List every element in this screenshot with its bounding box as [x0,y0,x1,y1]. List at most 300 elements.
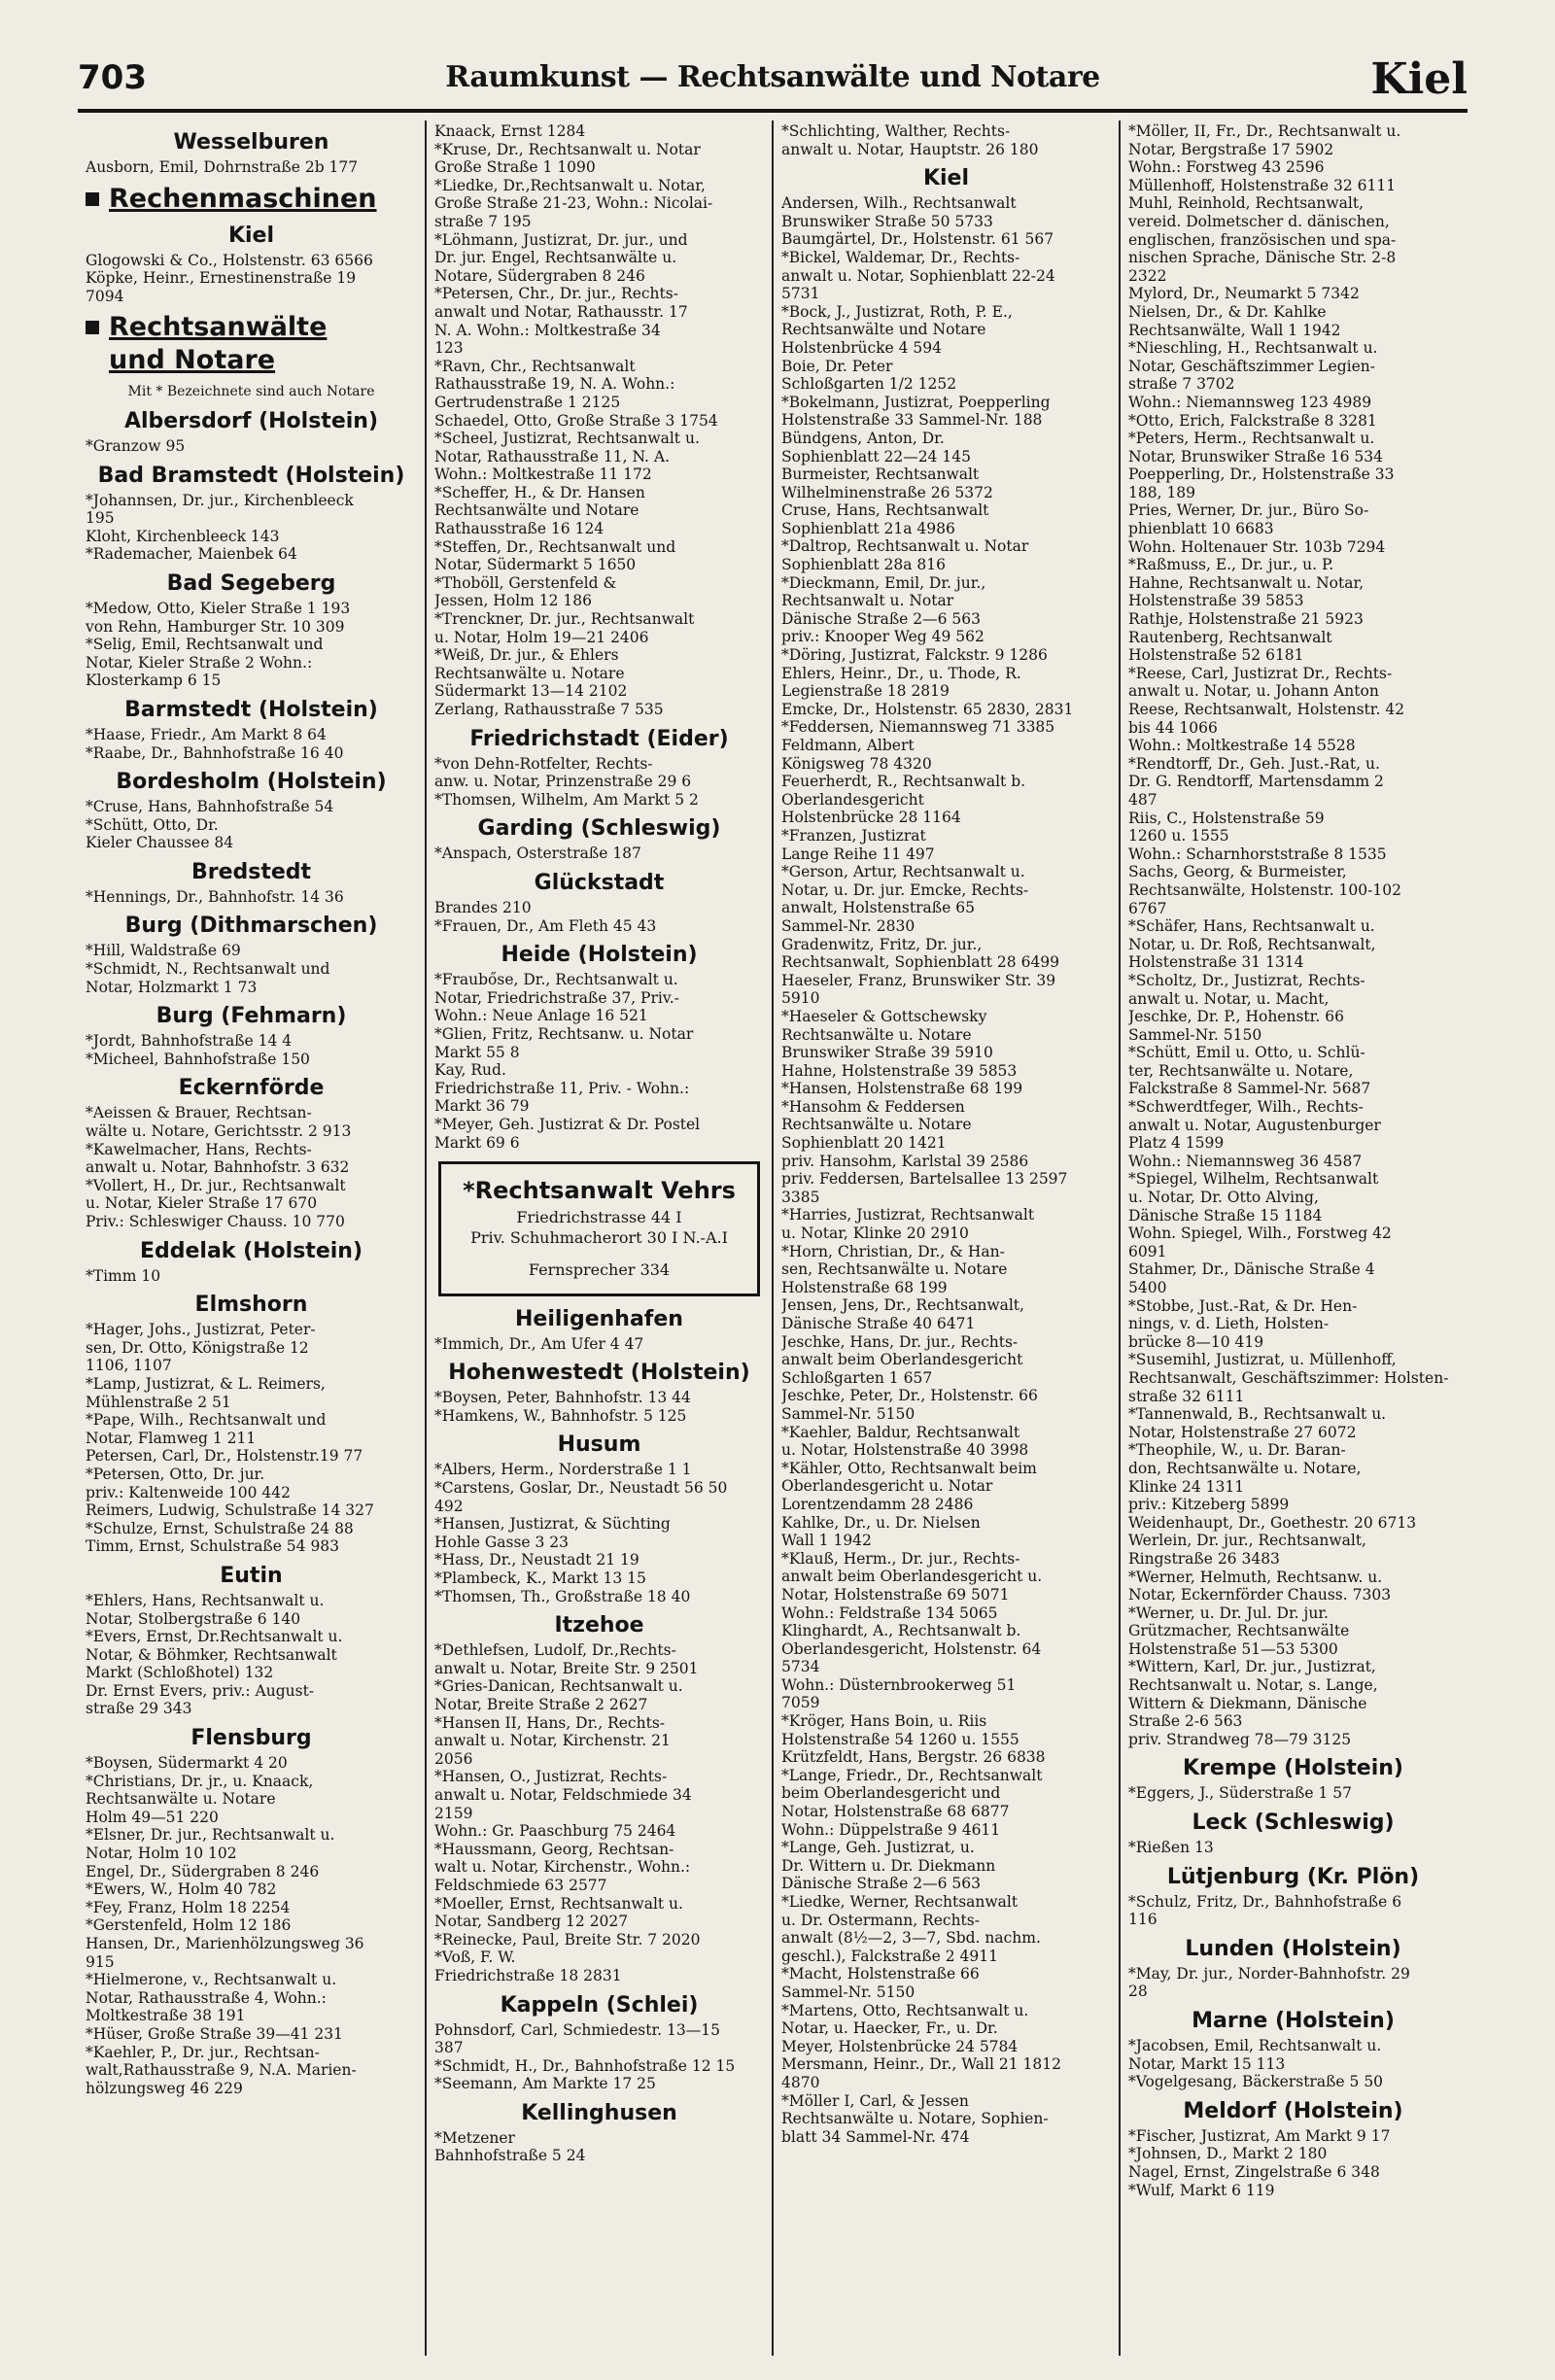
directory-entry-line: 492 [434,1497,464,1515]
directory-entry-line: Rechtsanwälte, Holstenstr. 100-102 [1128,880,1401,899]
directory-entry-line: 487 [1128,790,1158,809]
directory-entry-line: Rechtsanwälte und Notare [434,501,639,520]
directory-entry-line: Dänische Straße 15 1184 [1128,1206,1323,1224]
directory-entry-line: Notar, Kieler Straße 2 Wohn.: [86,653,313,672]
directory-entry-line: *Vogelgesang, Bäckerstraße 5 50 [1128,2073,1384,2091]
directory-entry-line: Meyer, Holstenbrücke 24 5784 [781,2037,1019,2055]
directory-entry-line: anwalt (8½—2, 3—7, Sbd. nachm. [781,1929,1041,1948]
directory-entry-line: *Theophile, W., u. Dr. Baran- [1128,1441,1346,1460]
directory-entry-line: *Petersen, Otto, Dr. jur. [86,1465,265,1483]
directory-entry-line: Klosterkamp 6 15 [86,672,222,690]
directory-entry-line: *Aeissen & Brauer, Rechtsan- [86,1104,312,1122]
directory-entry-line: Wohn.: Moltkestraße 14 5528 [1128,737,1356,755]
directory-entry-line: 5910 [781,989,820,1008]
directory-entry-line: *Glien, Fritz, Rechtsanw. u. Notar [434,1024,694,1043]
column-3 [772,121,1119,2356]
header-rule [78,109,1468,113]
directory-entry-line: 195 [86,509,115,528]
directory-entry-line: u. Dr. Ostermann, Rechts- [781,1911,980,1929]
directory-entry-line: *Hüser, Große Straße 39—41 231 [86,2024,343,2043]
directory-entry-line: *Kawelmacher, Hans, Rechts- [86,1140,312,1158]
city-heading: Eutin [220,1563,283,1588]
city-heading: Heide (Holstein) [501,943,698,968]
city-heading: Burg (Dithmarschen) [124,914,378,939]
directory-entry-line: Petersen, Carl, Dr., Holstenstr.19 77 [86,1447,363,1466]
directory-entry-line: Wohn.: Düsternbrookerweg 51 [781,1675,1017,1694]
directory-entry-line: *Fischer, Justizrat, Am Markt 9 17 [1128,2126,1391,2145]
directory-entry-line: Sammel-Nr. 2830 [781,916,916,935]
directory-entry-line: priv.: Kitzeberg 5899 [1128,1496,1290,1514]
directory-entry-line: *Voß, F. W. [434,1949,516,1967]
directory-entry-line: *Schmidt, H., Dr., Bahnhofstraße 12 15 [434,2056,736,2075]
directory-entry-line: *Ehlers, Hans, Rechtsanwalt u. [86,1591,325,1609]
directory-entry-line: 5731 [781,285,820,303]
directory-entry-line: Notar, Stolbergstraße 6 140 [86,1609,301,1628]
directory-entry-line: Holstenstraße 54 1260 u. 1555 [781,1730,1019,1748]
directory-entry-line: Ringstraße 26 3483 [1128,1549,1280,1568]
directory-entry-line: Rechtsanwalt u. Notar [781,592,954,610]
directory-entry-line: ter, Rechtsanwälte u. Notare, [1128,1061,1354,1080]
directory-entry-line: 2056 [434,1749,473,1768]
directory-entry-line: *Seemann, Am Markte 17 25 [434,2075,656,2093]
directory-entry-line: Holstenstraße 39 5853 [1128,592,1304,610]
directory-entry-line: Notar, Rathausstraße 11, N. A. [434,447,670,466]
directory-entry-line: *Liedke, Werner, Rechtsanwalt [781,1893,1019,1911]
directory-entry-line: *Kähler, Otto, Rechtsanwalt beim [781,1459,1037,1477]
directory-entry-line: u. Notar, Kieler Straße 17 670 [86,1194,318,1213]
directory-entry-line: Notar, u. Dr. Roß, Rechtsanwalt, [1128,935,1376,953]
directory-entry-line: *Immich, Dr., Am Ufer 4 47 [434,1334,644,1353]
city-heading: Bredstedt [190,859,312,884]
city-heading: Leck (Schleswig) [1192,1811,1395,1836]
directory-entry-line: Notar, Holstenstraße 68 6877 [781,1803,1010,1821]
directory-entry-line: Wohn. Spiegel, Wilh., Forstweg 42 [1128,1224,1392,1243]
directory-entry-line: Sophienblatt 28a 816 [781,556,946,574]
directory-entry-line: Müllenhoff, Holstenstraße 32 6111 [1128,176,1397,194]
directory-entry-line: Hohle Gasse 3 23 [434,1533,570,1551]
directory-entry-line: walt u. Notar, Kirchenstr., Wohn.: [434,1858,691,1877]
directory-entry-line: Jensen, Jens, Dr., Rechtsanwalt, [781,1296,1024,1315]
section-title-line-2: und Notare [109,345,276,376]
directory-entry-line: wälte u. Notare, Gerichtsstr. 2 913 [86,1122,352,1141]
directory-entry-line: N. A. Wohn.: Moltkestraße 34 [434,321,661,339]
directory-entry-line: Lorentzendamm 28 2486 [781,1495,974,1513]
directory-entry-line: *Boysen, Südermarkt 4 20 [86,1754,288,1773]
directory-entry-line: u. Notar, Klinke 20 2910 [781,1224,969,1243]
directory-entry-line: Wall 1 1942 [781,1532,872,1550]
directory-entry-line: Boie, Dr. Peter [781,357,893,375]
directory-entry-line: *Schwerdtfeger, Wilh., Rechts- [1128,1098,1364,1117]
directory-entry-line: Muhl, Reinhold, Rechtsanwalt, [1128,194,1365,213]
advert-title: *Rechtsanwalt Vehrs [463,1177,736,1205]
directory-entry-line: Schloßgarten 1 657 [781,1368,933,1387]
directory-entry-line: straße 32 6111 [1128,1387,1245,1405]
directory-entry-line: Emcke, Dr., Holstenstr. 65 2830, 2831 [781,700,1074,718]
directory-entry-line: Notar, Geschäftszimmer Legien- [1128,357,1376,375]
directory-entry-line: Brunswiker Straße 50 5733 [781,212,993,230]
directory-entry-line: *Kröger, Hans Boin, u. Riis [781,1712,987,1731]
directory-entry-line: hölzungsweg 46 229 [86,2079,243,2097]
directory-entry-line: *Löhmann, Justizrat, Dr. jur., und [434,230,688,249]
directory-entry-line: priv.: Kaltenweide 100 442 [86,1483,291,1501]
directory-entry-line: Haeseler, Franz, Brunswiker Str. 39 [781,971,1056,989]
directory-entry-line: *Reinecke, Paul, Breite Str. 7 2020 [434,1930,701,1949]
directory-entry-line: *Werner, Helmuth, Rechtsanw. u. [1128,1568,1383,1586]
directory-entry-line: Sammel-Nr. 5150 [1128,1025,1262,1044]
directory-entry-line: *Schmidt, N., Rechtsanwalt und [86,960,330,979]
directory-entry-line: Holstenstraße 51—53 5300 [1128,1639,1338,1658]
directory-entry-line: vereid. Dolmetscher d. dänischen, [1128,212,1390,230]
directory-entry-line: priv. Hansohm, Karlstal 39 2586 [781,1152,1029,1170]
directory-entry-line: *Schulz, Fritz, Dr., Bahnhofstraße 6 [1128,1892,1402,1911]
directory-entry-line: *Wulf, Markt 6 119 [1128,2181,1275,2199]
directory-entry-line: Wittern & Diekmann, Dänische [1128,1694,1367,1712]
directory-entry-line: Pohnsdorf, Carl, Schmiedestr. 13—15 [434,2020,720,2039]
directory-entry-line: Große Straße 21-23, Wohn.: Nicolai- [434,194,713,213]
directory-entry-line: *Elsner, Dr. jur., Rechtsanwalt u. [86,1826,335,1845]
directory-entry-line: *Dethlefsen, Ludolf, Dr.,Rechts- [434,1641,676,1660]
directory-entry-line: *Moeller, Ernst, Rechtsanwalt u. [434,1894,683,1913]
directory-entry-line: Feldschmiede 63 2577 [434,1876,607,1894]
directory-entry-line: Notar, u. Dr. jur. Emcke, Rechts- [781,880,1029,899]
directory-entry-line: *Werner, u. Dr. Jul. Dr. jur. [1128,1604,1329,1622]
section-heading-rechenmaschinen [86,183,417,216]
directory-entry-line: *Hennings, Dr., Bahnhofstr. 14 36 [86,887,344,906]
directory-entry-line: anwalt u. Notar, Kirchenstr. 21 [434,1732,671,1750]
directory-entry-line: Zerlang, Rathausstraße 7 535 [434,701,664,718]
city-heading: Glückstadt [534,870,665,895]
page-number: 703 [78,58,147,97]
directory-entry-line: *Liedke, Dr.,Rechtsanwalt u. Notar, [434,176,706,194]
section-title: Rechtsanwälte [109,312,328,343]
directory-entry-line: *Kaehler, Baldur, Rechtsanwalt [781,1423,1020,1441]
directory-entry-line: Feuerherdt, R., Rechtsanwalt b. [781,773,1026,791]
directory-entry-line: 123 [434,339,464,358]
directory-entry-line: Sammel-Nr. 5150 [781,1404,916,1423]
directory-entry-line: 5734 [781,1658,820,1676]
directory-entry-line: *Thomsen, Th., Großstraße 18 40 [434,1587,691,1605]
directory-entry-line: *Feddersen, Niemannsweg 71 3385 [781,718,1055,737]
city-heading: Bad Segeberg [166,570,336,596]
city-heading: Krempe (Holstein) [1183,1756,1403,1781]
directory-entry-line: 387 [434,2039,464,2057]
city-heading: Bordesholm (Holstein) [116,770,387,795]
directory-entry-line: Reese, Rechtsanwalt, Holstenstr. 42 [1128,701,1405,718]
directory-entry-line: sen, Rechtsanwälte u. Notare [781,1260,1008,1279]
directory-entry-line: Holstenbrücke 4 594 [781,338,943,357]
directory-entry-line: Notar, Sandberg 12 2027 [434,1913,629,1931]
directory-entry-line: Rautenberg, Rechtsanwalt [1128,628,1332,646]
directory-entry-line: priv.: Knooper Weg 49 562 [781,628,985,646]
directory-entry-line: *Ewers, W., Holm 40 782 [86,1880,277,1899]
city-heading: Itzehoe [554,1613,644,1638]
directory-entry-line: *Martens, Otto, Rechtsanwalt u. [781,2001,1029,2019]
directory-entry-line: Sophienblatt 21a 4986 [781,519,955,537]
directory-entry-line: Markt 36 79 [434,1097,530,1116]
directory-entry-line: Riis, C., Holstenstraße 59 [1128,809,1325,827]
directory-entry-line: Gertrudenstraße 1 2125 [434,393,621,411]
directory-entry-line: 3385 [781,1188,820,1206]
directory-entry-line: *Macht, Holstenstraße 66 [781,1965,980,1983]
directory-entry-line: Rathausstraße 19, N. A. Wohn.: [434,375,675,394]
page-city: Kiel [1370,54,1468,104]
directory-entry-line: *Möller, II, Fr., Dr., Rechtsanwalt u. [1128,122,1401,140]
directory-entry-line: Cruse, Hans, Rechtsanwalt [781,501,989,520]
directory-entry-line: *Bokelmann, Justizrat, Poepperling [781,393,1051,411]
directory-entry-line: *Medow, Otto, Kieler Straße 1 193 [86,599,351,617]
directory-entry-line: *Scheffer, H., & Dr. Hansen [434,483,645,501]
directory-entry-line: Friedrichstraße 11, Priv. - Wohn.: [434,1079,690,1097]
directory-columns [78,121,1468,2356]
city-heading: Kappeln (Schlei) [500,1992,699,2018]
directory-entry-line: *Bock, J., Justizrat, Roth, P. E., [781,302,1013,321]
directory-entry-line: geschl.), Falckstraße 2 4911 [781,1947,998,1965]
directory-entry-line: *Ravn, Chr., Rechtsanwalt [434,357,636,375]
directory-entry-line: *Reese, Carl, Justizrat Dr., Rechts- [1128,664,1393,682]
directory-entry-line: *Hansen, Justizrat, & Süchting [434,1515,671,1534]
directory-entry-line: *Klauß, Herm., Dr. jur., Rechts- [781,1549,1020,1568]
directory-entry-line: *Hansen II, Hans, Dr., Rechts- [434,1713,666,1732]
directory-entry-line: *Schütt, Emil u. Otto, u. Schlü- [1128,1044,1365,1062]
directory-entry-line: Oberlandesgericht, Holstenstr. 64 [781,1639,1042,1658]
section-bullet-icon [86,321,99,334]
directory-entry-line: 7094 [86,287,124,305]
city-heading: Marne (Holstein) [1192,2009,1395,2033]
directory-entry-line: *Schäfer, Hans, Rechtsanwalt u. [1128,917,1375,936]
directory-entry-line: Notar, & Böhmker, Rechtsanwalt [86,1645,337,1664]
directory-entry-line: Holstenstraße 31 1314 [1128,953,1304,972]
directory-entry-line: *Johannsen, Dr. jur., Kirchenbleeck [86,491,354,509]
directory-entry-line: straße 7 3702 [1128,375,1235,394]
city-heading: Barmstedt (Holstein) [124,697,378,722]
directory-entry-line: Klinke 24 1311 [1128,1477,1245,1496]
directory-entry-line: *Hill, Waldstraße 69 [86,942,241,960]
directory-entry-line: *Scheel, Justizrat, Rechtsanwalt u. [434,430,700,448]
directory-entry-line: *Metzener [434,2128,515,2147]
directory-entry-line: Holm 49—51 220 [86,1808,219,1826]
directory-entry-line: *Hielmerone, v., Rechtsanwalt u. [86,1971,337,1989]
column-1 [78,121,425,2356]
directory-entry-line: beim Oberlandesgericht und [781,1784,1001,1803]
directory-entry-line: Burmeister, Rechtsanwalt [781,466,980,484]
directory-entry-line: *Steffen, Dr., Rechtsanwalt und [434,537,676,556]
directory-entry-line: Köpke, Heinr., Ernestinenstraße 19 [86,269,357,288]
directory-entry-line: *Thoböll, Gerstenfeld & [434,573,617,592]
directory-entry-line: Notar, Holstenstraße 69 5071 [781,1585,1010,1604]
directory-entry-line: *Fey, Franz, Holm 18 2254 [86,1898,291,1916]
advert-address: Friedrichstrasse 44 I [516,1208,682,1227]
directory-entry-line: Markt (Schloßhotel) 132 [86,1664,274,1682]
directory-entry-line: *Johnsen, D., Markt 2 180 [1128,2145,1328,2163]
directory-entry-line: anwalt u. Notar, Bahnhofstr. 3 632 [86,1158,350,1177]
directory-entry-line: Mylord, Dr., Neumarkt 5 7342 [1128,285,1360,303]
advert-phone: Fernsprecher 334 [528,1260,671,1280]
directory-entry-line: Mersmann, Heinr., Dr., Wall 21 1812 [781,2055,1061,2074]
directory-entry-line: *Haussmann, Georg, Rechtsan- [434,1840,674,1858]
directory-entry-line: *Albers, Herm., Norderstraße 1 1 [434,1461,692,1479]
directory-entry-line: nischen Sprache, Dänische Str. 2-8 [1128,249,1397,267]
city-heading: Husum [557,1432,641,1458]
directory-entry-line: priv. Strandweg 78—79 3125 [1128,1730,1352,1748]
directory-entry-line: *Jacobsen, Emil, Rechtsanwalt u. [1128,2037,1382,2054]
directory-entry-line: *Lange, Friedr., Dr., Rechtsanwalt [781,1766,1043,1784]
directory-entry-line: Feldmann, Albert [781,737,915,754]
directory-entry-line: 4870 [781,2073,820,2091]
directory-entry-line: *Dieckmann, Emil, Dr. jur., [781,573,986,592]
directory-entry-line: Klinghardt, A., Rechtsanwalt b. [781,1622,1021,1640]
directory-entry-line: Rechtsanwalt, Sophienblatt 28 6499 [781,953,1060,972]
directory-entry-line: Knaack, Ernst 1284 [434,122,586,140]
directory-entry-line: Legienstraße 18 2819 [781,682,950,701]
directory-entry-line: Notar, u. Haecker, Fr., u. Dr. [781,2019,998,2038]
directory-entry-line: Rathausstraße 16 124 [434,520,605,538]
directory-entry-line: Grützmacher, Rechtsanwälte [1128,1622,1350,1640]
directory-entry-line: 28 [1128,1983,1148,2001]
directory-entry-line: *Boysen, Peter, Bahnhofstr. 13 44 [434,1389,691,1407]
directory-entry-line: *Pape, Wilh., Rechtsanwalt und [86,1411,327,1430]
directory-entry-line: don, Rechtsanwälte u. Notare, [1128,1459,1362,1477]
directory-entry-line: walt,Rathausstraße 9, N.A. Marien- [86,2061,357,2080]
directory-entry-line: Dr. Wittern u. Dr. Diekmann [781,1856,996,1875]
city-heading: Burg (Fehmarn) [156,1004,347,1029]
directory-entry-line: Dänische Straße 2—6 563 [781,1875,982,1893]
directory-entry-line: *Eggers, J., Süderstraße 1 57 [1128,1784,1352,1803]
directory-entry-line: Hahne, Rechtsanwalt u. Notar, [1128,573,1365,592]
directory-entry-line: Wohn.: Forstweg 43 2596 [1128,158,1325,177]
directory-entry-line: Jeschke, Peter, Dr., Holstenstr. 66 [781,1387,1038,1405]
city-heading: Kiel [227,223,275,248]
directory-entry-line: *Carstens, Goslar, Dr., Neustadt 56 50 [434,1479,728,1498]
directory-entry-line: Sophienblatt 20 1421 [781,1134,947,1153]
directory-entry-line: *Bickel, Waldemar, Dr., Rechts- [781,248,1020,266]
directory-entry-line: Stahmer, Dr., Dänische Straße 4 [1128,1260,1375,1279]
directory-entry-line: Rechtsanwälte u. Notare [434,664,625,682]
directory-entry-line: *Raabe, Dr., Bahnhofstraße 16 40 [86,743,344,762]
directory-entry-line: *Kruse, Dr., Rechtsanwalt u. Notar [434,140,701,158]
directory-entry-line: *Cruse, Hans, Bahnhofstraße 54 [86,798,334,816]
city-heading: Lunden (Holstein) [1185,1936,1401,1961]
directory-entry-line: straße 29 343 [86,1700,192,1718]
directory-entry-line: *Stobbe, Just.-Rat, & Dr. Hen- [1128,1296,1358,1315]
directory-entry-line: Glogowski & Co., Holstenstr. 63 6566 [86,251,373,269]
directory-entry-line: Wohn.: Feldstraße 134 5065 [781,1604,998,1622]
directory-entry-line: Hansen, Dr., Marienhölzungsweg 36 [86,1935,364,1952]
directory-entry-line: Wohn.: Neue Anlage 16 521 [434,1007,648,1025]
directory-entry-line: Wohn. Holtenauer Str. 103b 7294 [1128,537,1386,556]
directory-entry-line: Nielsen, Dr., & Dr. Kahlke [1128,302,1327,321]
directory-entry-line: *Scholtz, Dr., Justizrat, Rechts- [1128,971,1365,989]
directory-entry-line: *Hansohm & Feddersen [781,1097,965,1116]
city-heading: Elmshorn [194,1293,308,1318]
directory-entry-line: *Lange, Geh. Justizrat, u. [781,1839,975,1857]
directory-entry-line: *Meyer, Geh. Justizrat & Dr. Postel [434,1115,701,1133]
directory-entry-line: Kahlke, Dr., u. Dr. Nielsen [781,1513,981,1532]
directory-entry-line: Südermarkt 13—14 2102 [434,682,628,701]
directory-entry-line: *Haase, Friedr., Am Markt 8 64 [86,725,327,743]
directory-entry-line: *Plambeck, K., Markt 13 15 [434,1569,646,1588]
directory-entry-line: *Peters, Herm., Rechtsanwalt u. [1128,430,1375,448]
city-heading: Heiligenhafen [515,1306,683,1331]
directory-entry-line: straße 7 195 [434,212,532,230]
directory-entry-line: *Petersen, Chr., Dr. jur., Rechts- [434,285,678,303]
directory-entry-line: *May, Dr. jur., Norder-Bahnhofstr. 29 [1128,1964,1410,1983]
directory-entry-line: *Otto, Erich, Falckstraße 8 3281 [1128,411,1377,430]
directory-entry-line: sen, Dr. Otto, Königstraße 12 [86,1338,309,1357]
directory-entry-line: Dänische Straße 40 6471 [781,1315,976,1332]
directory-entry-line: 7059 [781,1694,820,1712]
directory-entry-line: *Döring, Justizrat, Falckstr. 9 1286 [781,646,1048,665]
city-heading: Flensburg [190,1726,312,1751]
directory-entry-line: Engel, Dr., Südergraben 8 246 [86,1862,320,1880]
directory-entry-line: Holstenstraße 52 6181 [1128,646,1304,665]
directory-entry-line: Dänische Straße 2—6 563 [781,609,982,628]
directory-entry-line: bis 44 1066 [1128,718,1218,737]
directory-entry-line: Oberlandesgericht u. Notar [781,1477,993,1496]
directory-entry-line: Kieler Chaussee 84 [86,834,234,852]
directory-entry-line: Pries, Werner, Dr. jur., Büro So- [1128,501,1369,520]
directory-entry-line: Falckstraße 8 Sammel-Nr. 5687 [1128,1080,1371,1098]
directory-entry-line: *Frauen, Dr., Am Fleth 45 43 [434,916,657,935]
directory-entry-line: anwalt beim Oberlandesgericht u. [781,1568,1043,1586]
directory-entry-line: Notar, Friedrichstraße 37, Priv.- [434,988,679,1007]
directory-entry-line: *Rademacher, Maienbek 64 [86,545,297,564]
directory-entry-line: Sachs, Georg, & Burmeister, [1128,863,1347,881]
directory-entry-line: Rechtsanwälte und Notare [781,321,986,339]
directory-entry-line: blatt 34 Sammel-Nr. 474 [781,2127,970,2146]
directory-entry-line: Hahne, Holstenstraße 39 5853 [781,1061,1018,1080]
directory-entry-line: *Micheel, Bahnhofstraße 150 [86,1050,310,1068]
directory-entry-line: Notar, Brunswiker Straße 16 534 [1128,447,1383,466]
directory-entry-line: Jeschke, Dr. P., Hohenstr. 66 [1128,1008,1344,1026]
directory-entry-line: *Wittern, Karl, Dr. jur., Justizrat, [1128,1658,1376,1676]
directory-entry-line: Dr. Ernst Evers, priv.: August- [86,1681,315,1700]
directory-entry-line: Holstenstraße 33 Sammel-Nr. 188 [781,411,1043,430]
directory-entry-line: *Horn, Christian, Dr., & Han- [781,1242,1005,1260]
directory-entry-line: Notar, Holm 10 102 [86,1845,237,1863]
directory-entry-line: anwalt und Notar, Rathausstr. 17 [434,302,688,321]
directory-entry-line: Rechtsanwälte u. Notare, Sophien- [781,2110,1049,2128]
directory-entry-line: Wohn.: Niemannsweg 123 4989 [1128,393,1372,411]
directory-entry-line: 188, 189 [1128,483,1196,501]
directory-entry-line: Königsweg 78 4320 [781,754,932,773]
city-heading: Meldorf (Holstein) [1183,2098,1403,2123]
directory-entry-line: Rechtsanwalt u. Notar, s. Lange, [1128,1676,1378,1695]
directory-entry-line: *Daltrop, Rechtsanwalt u. Notar [781,537,1029,556]
directory-entry-line: 2159 [434,1804,473,1822]
directory-entry-line: Rechtsanwälte u. Notare [86,1790,276,1809]
directory-entry-line: Rechtsanwalt, Geschäftszimmer: Holsten- [1128,1368,1449,1387]
directory-entry-line: 1260 u. 1555 [1128,827,1229,845]
directory-entry-line: anwalt beim Oberlandesgericht [781,1351,1023,1369]
directory-entry-line: 2322 [1128,266,1167,285]
directory-entry-line: *Fraubőse, Dr., Rechtsanwalt u. [434,971,678,989]
section-heading-rechtsanwaelte [86,311,417,377]
city-heading: Garding (Schleswig) [477,816,721,842]
directory-entry-line: *Nieschling, H., Rechtsanwalt u. [1128,339,1378,358]
notary-note: Mit * Bezeichnete sind auch Notare [127,384,375,400]
directory-entry-line: *Haeseler & Gottschewsky [781,1007,987,1025]
directory-entry-line: Rechtsanwälte, Wall 1 1942 [1128,321,1341,339]
directory-entry-line: Krützfeldt, Hans, Bergstr. 26 6838 [781,1748,1046,1767]
directory-entry-line: *Susemihl, Justizrat, u. Müllenhoff, [1128,1351,1397,1369]
city-heading: Kellinghusen [521,2100,677,2125]
directory-entry-line: Gradenwitz, Fritz, Dr. jur., [781,935,983,953]
directory-entry-line: anwalt, Holstenstraße 65 [781,899,975,917]
directory-entry-line: Kay, Rud. [434,1061,506,1080]
directory-entry-line: Notar, Flamweg 1 211 [86,1429,257,1447]
directory-entry-line: *Christians, Dr. jr., u. Knaack, [86,1772,314,1790]
directory-entry-line: u. Notar, Holstenstraße 40 3998 [781,1441,1029,1460]
